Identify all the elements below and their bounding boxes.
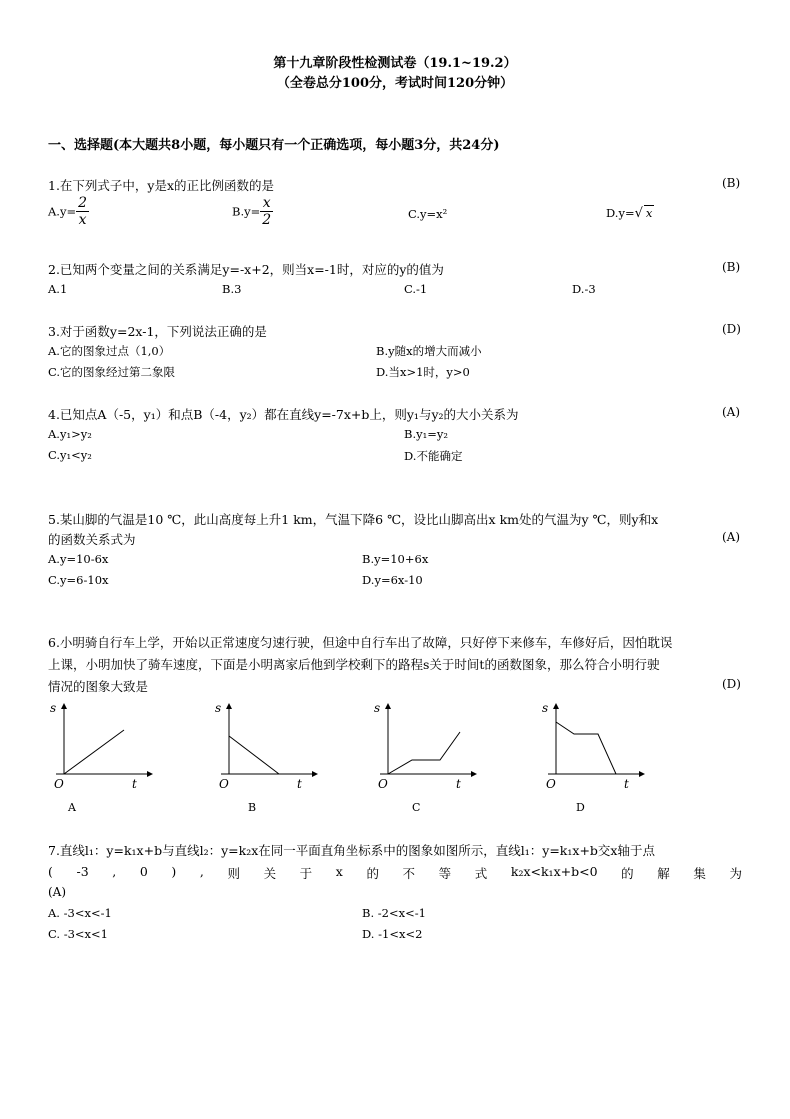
q6-graph-a-origin: O bbox=[54, 777, 64, 791]
q7-word: 式 bbox=[474, 866, 488, 881]
q7-word: 关 bbox=[263, 866, 277, 881]
q6-graph-b-s-label: s bbox=[215, 701, 222, 715]
q6-graph-c-t-label: t bbox=[456, 777, 461, 791]
q1-option-a bbox=[48, 195, 89, 228]
q1-b-denominator: 2 bbox=[262, 212, 272, 228]
q2-option-c: C.-1 bbox=[404, 282, 428, 296]
q1-option-b bbox=[232, 195, 273, 228]
section-heading: 一、选择题(本大题共8小题，每小题只有一个正确选项，每小题3分，共24分) bbox=[48, 138, 500, 153]
page-title: 第十九章阶段性检测试卷（19.1~19.2） bbox=[273, 56, 517, 71]
q4-option-d: D.不能确定 bbox=[404, 449, 463, 463]
q6-graph-b bbox=[205, 698, 325, 794]
q6-graph-c-curve bbox=[388, 732, 460, 774]
q7-word: 的 bbox=[366, 866, 379, 881]
q7-option-c: C. -3<x<1 bbox=[48, 927, 108, 941]
q2-answer: (B) bbox=[722, 260, 741, 274]
q7-word: 的 bbox=[621, 866, 634, 881]
q6-stem-line3: 情况的图象大致是 bbox=[48, 679, 149, 694]
q3-option-c: C.它的图象经过第二象限 bbox=[48, 365, 176, 379]
q3-option-d: D.当x>1时，y>0 bbox=[376, 365, 470, 379]
q1-option-d-prefix: D.y= bbox=[606, 206, 635, 220]
q5-stem-line1: 5.某山脚的气温是10 ℃，此山高度每上升1 km，气温下降6 ℃，设比山脚高出x km处的气温为y ℃，则y和x bbox=[48, 512, 659, 527]
q6-graph-b-origin: O bbox=[219, 777, 229, 791]
q6-graph-d-t-label: t bbox=[624, 777, 629, 791]
q7-word: 0 bbox=[139, 864, 148, 879]
q7-word: k₂x<k₁x+b<0 bbox=[510, 864, 598, 879]
q6-graph-b-caption: B bbox=[248, 801, 257, 814]
q7-word: , bbox=[112, 864, 117, 879]
q7-word: ) bbox=[171, 864, 177, 879]
q4-answer: (A) bbox=[722, 405, 741, 419]
q7-word: x bbox=[335, 864, 343, 879]
q3-option-a: A.它的图象过点（1,0） bbox=[48, 344, 171, 358]
q7-answer: (A) bbox=[48, 885, 67, 899]
q6-graph-c-s-label: s bbox=[374, 701, 381, 715]
q2-option-d: D.-3 bbox=[572, 282, 596, 296]
q5-option-c: C.y=6-10x bbox=[48, 573, 109, 587]
q5-option-a: A.y=10-6x bbox=[48, 552, 109, 566]
q6-graph-b-curve bbox=[229, 736, 279, 774]
q1-option-c: C.y=x² bbox=[408, 207, 448, 221]
q4-option-a: A.y₁>y₂ bbox=[48, 427, 92, 441]
q7-option-b: B. -2<x<-1 bbox=[362, 906, 426, 920]
q6-graph-a-caption: A bbox=[68, 801, 76, 814]
q6-graph-a-t-label: t bbox=[132, 777, 137, 791]
q7-stem-line1: 7.直线l₁：y=k₁x+b与直线l₂：y=k₂x在同一平面直角坐标系中的图象如图所示，直线l₁：y=k₁x+b交x轴于点 bbox=[48, 843, 655, 858]
q1-a-numerator: 2 bbox=[78, 195, 88, 211]
q1-b-numerator: x bbox=[260, 195, 273, 212]
q4-stem: 4.已知点A（-5，y₁）和点B（-4，y₂）都在直线y=-7x+b上，则y₁与y₂的大小关系为 bbox=[48, 407, 519, 422]
q3-answer: (D) bbox=[722, 322, 741, 336]
q7-word: 则 bbox=[227, 866, 240, 881]
q5-stem-line2: 的函数关系式为 bbox=[48, 532, 136, 547]
q6-graph-c bbox=[364, 698, 484, 794]
q1-option-a-prefix: A.y= bbox=[48, 204, 77, 219]
q6-graph-d-caption: D bbox=[576, 801, 585, 814]
q6-graph-c-origin: O bbox=[378, 777, 388, 791]
q5-option-b: B.y=10+6x bbox=[362, 552, 429, 566]
q6-graph-d-origin: O bbox=[546, 777, 556, 791]
q1-option-d: D.y=√ x bbox=[606, 206, 653, 221]
q7-option-a: A. -3<x<-1 bbox=[48, 906, 112, 920]
q4-option-c: C.y₁<y₂ bbox=[48, 448, 92, 462]
q6-graph-a-curve bbox=[64, 730, 124, 774]
q1-option-b-fraction bbox=[260, 195, 273, 228]
q6-graph-a bbox=[40, 698, 160, 794]
q6-answer: (D) bbox=[722, 677, 741, 691]
q7-word: -3 bbox=[76, 864, 89, 879]
q5-option-d: D.y=6x-10 bbox=[362, 573, 423, 587]
q2-option-b: B.3 bbox=[222, 282, 242, 296]
q7-option-d: D. -1<x<2 bbox=[362, 927, 423, 941]
q6-graph-d bbox=[532, 698, 652, 794]
q7-word: ( bbox=[48, 864, 53, 879]
q6-graph-a-s-label: s bbox=[50, 701, 57, 715]
q7-word: 不 bbox=[402, 866, 416, 881]
q7-word: 为 bbox=[729, 866, 742, 881]
q6-stem-line1: 6.小明骑自行车上学，开始以正常速度匀速行驶，但途中自行车出了故障，只好停下来修车，车修好后，因怕耽误 bbox=[48, 635, 673, 650]
q6-graph-d-curve bbox=[556, 722, 616, 774]
q1-a-denominator: x bbox=[78, 212, 87, 228]
q2-option-a: A.1 bbox=[48, 282, 68, 296]
q7-word: 集 bbox=[693, 866, 706, 881]
q1-option-b-prefix: B.y= bbox=[232, 204, 261, 219]
q6-graph-d-s-label: s bbox=[542, 701, 549, 715]
q4-option-b: B.y₁=y₂ bbox=[404, 427, 448, 441]
q1-stem: 1.在下列式子中，y是x的正比例函数的是 bbox=[48, 178, 275, 193]
q7-word: 解 bbox=[657, 866, 670, 881]
q6-graph-b-t-label: t bbox=[297, 777, 302, 791]
q7-word: , bbox=[199, 864, 204, 879]
q1-option-a-fraction bbox=[76, 195, 89, 228]
q6-stem-line2: 上课，小明加快了骑车速度，下面是小明离家后他到学校剩下的路程s关于时间t的函数图象，那么符合小明行驶 bbox=[48, 657, 660, 672]
q1-d-radicand: x bbox=[645, 206, 653, 220]
q7-word: 等 bbox=[438, 866, 452, 881]
q5-answer: (A) bbox=[722, 530, 741, 544]
q3-option-b: B.y随x的增大而减小 bbox=[376, 344, 482, 358]
q7-stem-line2 bbox=[48, 864, 742, 882]
q1-answer: (B) bbox=[722, 176, 741, 190]
page-subtitle: （全卷总分100分，考试时间120分钟） bbox=[276, 76, 514, 91]
q2-stem: 2.已知两个变量之间的关系满足y=-x+2，则当x=-1时，对应的y的值为 bbox=[48, 262, 444, 277]
q7-word: 于 bbox=[299, 866, 313, 881]
q3-stem: 3.对于函数y=2x-1，下列说法正确的是 bbox=[48, 324, 267, 339]
q6-graph-c-caption: C bbox=[412, 801, 421, 814]
